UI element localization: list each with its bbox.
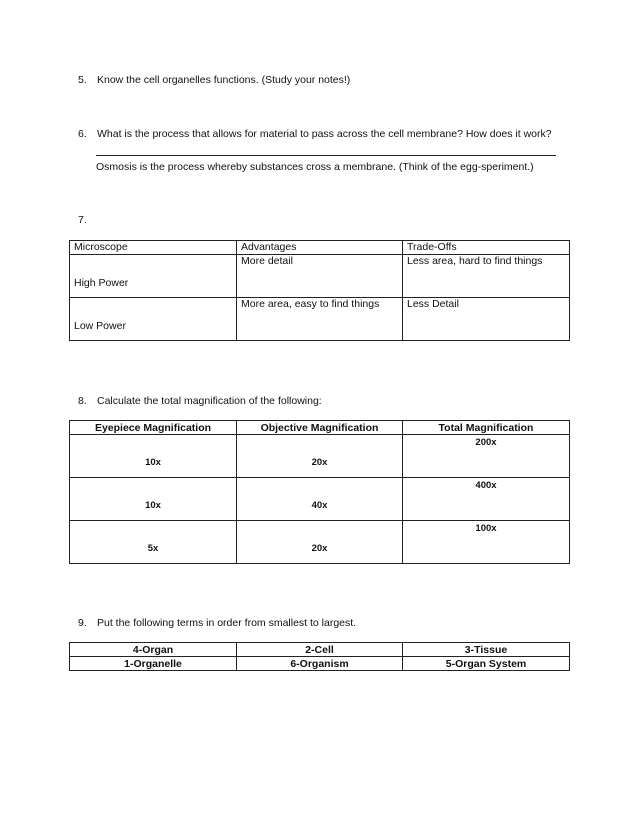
row-label: High Power [70, 255, 237, 298]
header-cell: Eyepiece Magnification [70, 421, 237, 435]
question-6 [78, 128, 552, 140]
question-number: 8. [78, 395, 87, 407]
objective-cell: 20x [237, 521, 403, 564]
term-cell: 4-Organ [70, 643, 237, 657]
question-number: 6. [78, 128, 87, 140]
question-text: Put the following terms in order from smallest to largest. [97, 617, 357, 629]
term-cell: 6-Organism [237, 657, 403, 671]
answer-line [96, 155, 556, 156]
term-cell: 2-Cell [237, 643, 403, 657]
question-text: What is the process that allows for material to pass across the cell membrane? How does it work? [97, 128, 552, 140]
table-row [70, 521, 570, 564]
term-cell: 1-Organelle [70, 657, 237, 671]
table-cell: Less area, hard to find things [403, 255, 570, 298]
question-9 [78, 617, 356, 629]
question-number: 7. [78, 214, 87, 226]
table-row [70, 435, 570, 478]
table-cell: More detail [237, 255, 403, 298]
question-7 [78, 214, 97, 226]
header-cell: Objective Magnification [237, 421, 403, 435]
question-text: Know the cell organelles functions. (Study your notes!) [97, 74, 351, 86]
question-number: 9. [78, 617, 87, 629]
table-header-row [70, 241, 570, 255]
header-cell: Total Magnification [403, 421, 570, 435]
header-cell: Advantages [237, 241, 403, 255]
row-label: Low Power [70, 298, 237, 341]
table-row [70, 298, 570, 341]
table-header-row [70, 421, 570, 435]
table-row [70, 255, 570, 298]
eyepiece-cell: 10x [70, 435, 237, 478]
header-cell: Microscope [70, 241, 237, 255]
terms-table [69, 642, 570, 671]
term-cell: 5-Organ System [403, 657, 570, 671]
term-cell: 3-Tissue [403, 643, 570, 657]
objective-cell: 40x [237, 478, 403, 521]
question-8 [78, 395, 322, 407]
question-6-answer: Osmosis is the process whereby substances cross a membrane. (Think of the egg-speriment.) [96, 161, 534, 173]
header-cell: Trade-Offs [403, 241, 570, 255]
table-row [70, 478, 570, 521]
question-5 [78, 74, 350, 86]
eyepiece-cell: 10x [70, 478, 237, 521]
magnification-table [69, 420, 570, 564]
total-cell: 200x [403, 435, 570, 478]
table-row [70, 643, 570, 657]
microscope-table [69, 240, 570, 341]
question-text: Calculate the total magnification of the following: [97, 395, 322, 407]
eyepiece-cell: 5x [70, 521, 237, 564]
table-cell: Less Detail [403, 298, 570, 341]
total-cell: 100x [403, 521, 570, 564]
question-number: 5. [78, 74, 87, 86]
table-cell: More area, easy to find things [237, 298, 403, 341]
table-row [70, 657, 570, 671]
objective-cell: 20x [237, 435, 403, 478]
total-cell: 400x [403, 478, 570, 521]
